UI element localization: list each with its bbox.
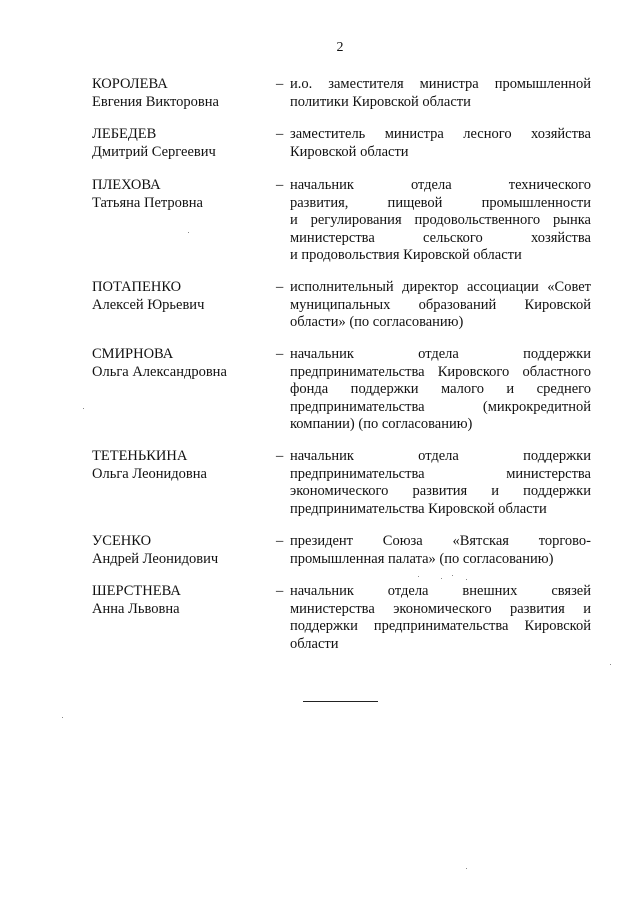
member-given-names: Евгения Викторовна <box>92 93 219 110</box>
role-line: и продовольствия Кировской области <box>290 247 522 263</box>
role-line: политики Кировской области <box>290 93 471 110</box>
scan-speck <box>610 664 611 665</box>
role-line: фонда поддержки малого и среднего <box>290 381 591 397</box>
end-rule <box>303 701 378 702</box>
role-line: компании) (по согласованию) <box>290 416 473 432</box>
member-given-names: Дмитрий Сергеевич <box>92 143 216 160</box>
scan-speck <box>188 232 189 233</box>
role-line: предпринимательства Кировского областного <box>290 363 591 380</box>
member-surname: СМИРНОВА <box>92 346 174 362</box>
member-name <box>92 279 272 314</box>
dash: – <box>276 126 284 142</box>
dash: – <box>276 583 284 599</box>
scan-speck <box>466 579 467 580</box>
member-name <box>92 76 272 111</box>
role-line: начальник отдела поддержки <box>290 448 591 464</box>
member-surname: ПЛЕХОВА <box>92 177 161 193</box>
member-surname: ШЕРСТНЕВА <box>92 583 181 599</box>
role-line: экономического развития и поддержки <box>290 483 591 499</box>
role-line: области» (по согласованию) <box>290 314 464 330</box>
member-role <box>290 346 591 434</box>
scan-speck <box>466 868 467 869</box>
member-surname: ПОТАПЕНКО <box>92 279 182 295</box>
scan-speck <box>62 717 63 718</box>
member-role <box>290 448 591 518</box>
role-line: начальник отдела внешних связей <box>290 583 591 599</box>
page-number: 2 <box>336 40 344 55</box>
member-surname: УСЕНКО <box>92 533 152 549</box>
scan-speck <box>441 578 442 579</box>
scan-speck <box>83 408 84 409</box>
member-surname: ТЕТЕНЬКИНА <box>92 448 188 464</box>
dash: – <box>276 448 284 464</box>
role-line: муниципальных образований Кировской <box>290 296 591 313</box>
member-name <box>92 448 272 483</box>
member-name <box>92 533 272 568</box>
role-line: предпринимательства (микрокредитной <box>290 398 591 415</box>
member-name <box>92 177 272 212</box>
member-role <box>290 279 591 332</box>
member-given-names: Ольга Александровна <box>92 363 227 380</box>
member-surname: КОРОЛЕВА <box>92 76 168 92</box>
role-line: президент Союза «Вятская торгово- <box>290 533 591 549</box>
member-role <box>290 126 591 161</box>
role-line: исполнительный директор ассоциации «Совет <box>290 279 591 295</box>
member-surname: ЛЕБЕДЕВ <box>92 126 157 142</box>
scan-speck <box>452 575 453 576</box>
member-name <box>92 583 272 618</box>
dash: – <box>276 177 284 193</box>
role-line: и регулирования продовольственного рынка <box>290 212 591 228</box>
role-line: предпринимательства министерства <box>290 465 591 482</box>
member-given-names: Анна Львовна <box>92 600 180 617</box>
role-line: развития, пищевой промышленности <box>290 194 591 211</box>
role-line: области <box>290 635 339 652</box>
role-line: предпринимательства Кировской области <box>290 500 547 517</box>
role-line: министерства экономического развития и <box>290 600 591 617</box>
member-name <box>92 126 272 161</box>
scan-speck <box>418 576 419 577</box>
role-line: заместитель министра лесного хозяйства <box>290 126 591 142</box>
role-line: и.о. заместителя министра промышленной <box>290 76 591 92</box>
member-role <box>290 177 591 265</box>
member-role <box>290 583 591 653</box>
dash: – <box>276 76 284 92</box>
role-line: начальник отдела поддержки <box>290 346 591 362</box>
role-line: министерства сельского хозяйства <box>290 229 591 246</box>
dash: – <box>276 533 284 549</box>
member-given-names: Татьяна Петровна <box>92 194 203 211</box>
role-line: промышленная палата» (по согласованию) <box>290 550 554 567</box>
dash: – <box>276 279 284 295</box>
member-given-names: Ольга Леонидовна <box>92 465 207 482</box>
member-name <box>92 346 272 381</box>
role-line: начальник отдела технического <box>290 177 591 193</box>
member-role <box>290 533 591 568</box>
role-line: поддержки предпринимательства Кировской <box>290 618 591 634</box>
member-role <box>290 76 591 111</box>
member-given-names: Андрей Леонидович <box>92 550 219 567</box>
role-line: Кировской области <box>290 143 409 160</box>
dash: – <box>276 346 284 362</box>
member-given-names: Алексей Юрьевич <box>92 296 205 313</box>
